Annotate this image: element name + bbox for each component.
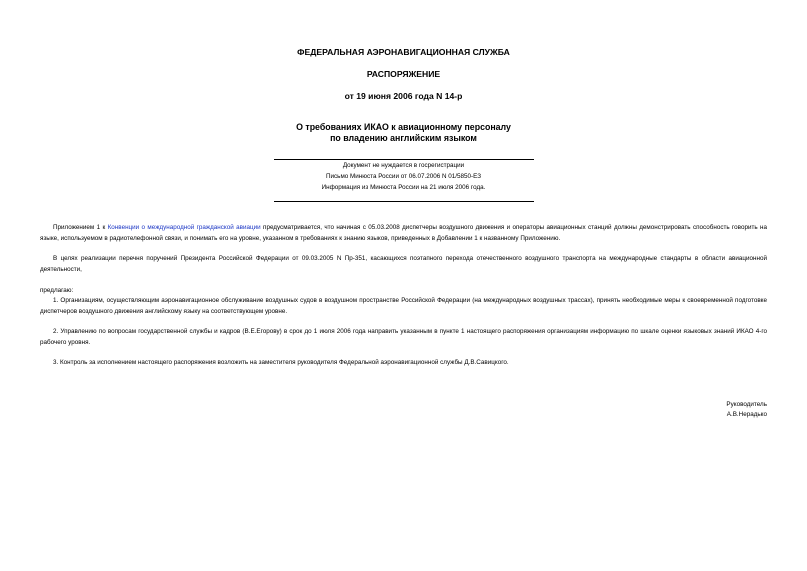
paragraph-item-2: 2. Управлению по вопросам государственной службы и кадров (В.Е.Егорову) в срок до 1 июля 2006 года направить указанным в пункте 1 настоящего распоряжения организациям информацию по шкале оценки языковых знаний ИКАО 4-го рабочего уровня.: [40, 328, 767, 346]
document-title-line-1: О требованиях ИКАО к авиационному персоналу: [296, 122, 511, 132]
registration-info: Информация из Минюста России на 21 июля 2006 года.: [321, 184, 486, 191]
paragraph-convention: [40, 223, 767, 245]
document-type: РАСПОРЯЖЕНИЕ: [366, 69, 441, 79]
agency-name: ФЕДЕРАЛЬНАЯ АЭРОНАВИГАЦИОННАЯ СЛУЖБА: [297, 47, 510, 57]
document-date-number: от 19 июня 2006 года N 14-р: [344, 91, 463, 101]
convention-link[interactable]: Конвенции о международной гражданской авиации: [107, 224, 261, 231]
divider-top: [274, 159, 534, 160]
document-title-line-2: по владению английским языком: [330, 133, 477, 143]
paragraph-propose: предлагаю:: [40, 287, 74, 294]
divider-bottom: [274, 201, 534, 202]
paragraph-president-orders: В целях реализации перечня поручений Президента Российской Федерации от 09.03.2005 N Пр-351, касающихся поэтапного перехода отечественного воздушного транспорта на международные стандарты в области авиационной деятельности,: [40, 255, 767, 273]
signature-name: А.В.Нерадько: [726, 411, 767, 418]
signature-position: Руководитель: [726, 401, 767, 408]
paragraph-convention-rest: предусматривается, что начиная с 05.03.2008 диспетчеры воздушного движения и операторы авиационных станций должны демонстрировать способность говорить на языке, используемом в радиотелефонной связи, и понимать его на уровне, указанном в требованиях к знанию языков, приведенных в Добавлении 1 к названному Приложению.: [40, 224, 767, 242]
registration-letter: Письмо Минюста России от 06.07.2006 N 01/5850-ЕЗ: [325, 173, 482, 180]
paragraph-item-3: 3. Контроль за исполнением настоящего распоряжения возложить на заместителя руководителя Федеральной аэронавигационной службы Д.В.Савицкого.: [53, 359, 509, 366]
paragraph-item-1: 1. Организациям, осуществляющим аэронавигационное обслуживание воздушных судов в воздушном пространстве Российской Федерации (на международных воздушных трассах), принять необходимые меры к своевременной подготовке диспетчеров воздушного движения английскому языку на соответствующем уровне.: [40, 297, 767, 315]
registration-note: Документ не нуждается в госрегистрации: [342, 162, 465, 169]
paragraph-convention-start: Приложением 1 к: [53, 224, 108, 231]
